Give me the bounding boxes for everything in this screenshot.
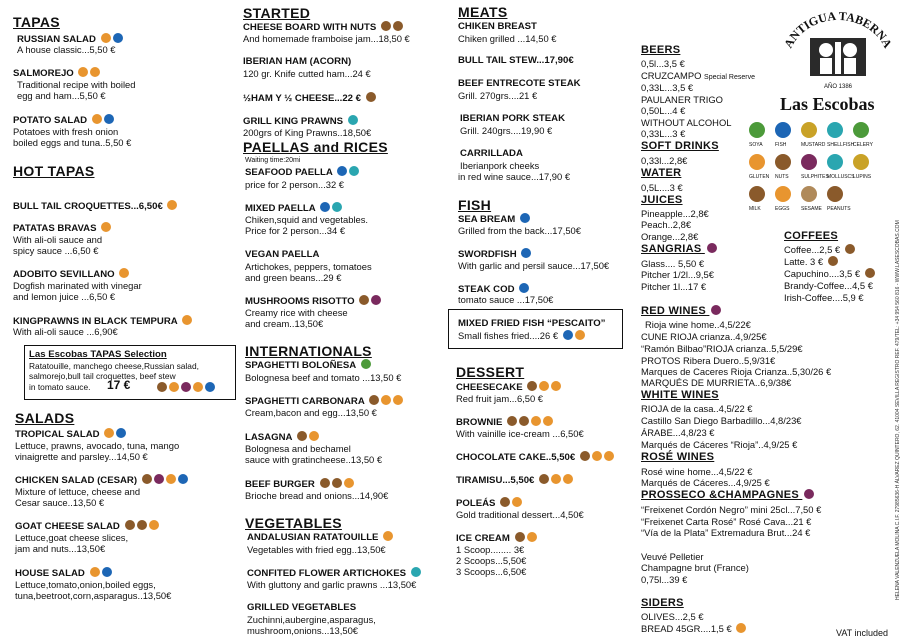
- milk-icon: [157, 382, 167, 392]
- menu-item-name: SALMOREJO: [13, 67, 100, 79]
- sangrias-heading: SANGRIAS: [641, 243, 717, 255]
- menu-item-desc: With ali-oli sauce ...6,90€: [13, 326, 118, 337]
- menu-item-name: CHICKEN SALAD (CESAR): [15, 474, 188, 486]
- menu-item-name: CHEESECAKE: [456, 381, 561, 393]
- menu-item-name: BEEF BURGER: [245, 478, 354, 490]
- egg-icon: [527, 532, 537, 542]
- nuts-icon: [775, 154, 791, 170]
- siders-heading: SIDERS: [641, 597, 684, 609]
- egg-icon: [101, 222, 111, 232]
- menu-item-desc: 3 Scoops...6,50€: [456, 566, 527, 577]
- fish-icon: [116, 428, 126, 438]
- menu-item-desc: 120 gr. Knife cutted ham...24 €: [243, 68, 371, 79]
- drink-line: 0,5L....3 €: [641, 182, 683, 193]
- allergen-eggs: EGGS: [775, 186, 791, 212]
- gluten-icon: [575, 330, 585, 340]
- sulphites-icon: [711, 305, 721, 315]
- menu-item-name: CHEESE BOARD WITH NUTS: [243, 21, 403, 33]
- drink-line: 0,33L...3,5 €: [641, 82, 694, 93]
- fish-icon: [102, 567, 112, 577]
- vegetables-heading: VEGETABLES: [245, 515, 342, 531]
- menu-item-desc: vinaigrette and parsley...14,50 €: [15, 451, 148, 462]
- menu-item-name: PATATAS BRAVAS: [13, 222, 111, 234]
- drink-line: CUNE RIOJA crianza..4,9/25€: [641, 331, 767, 342]
- menu-item-name: LASAGNA: [245, 431, 319, 443]
- drink-line: 0,5l...3,5 €: [641, 58, 685, 69]
- milk-icon: [828, 256, 838, 266]
- menu-item-name: ICE CREAM: [456, 532, 537, 544]
- coffees-heading: COFFEES: [784, 230, 839, 242]
- menu-item-desc: tomato sauce ...17,50€: [458, 294, 554, 305]
- menu-item-name: CHOCOLATE CAKE..5,50€: [456, 451, 614, 463]
- menu-item-name: TIRAMISU...5,50€: [456, 474, 573, 486]
- fish-icon: [205, 382, 215, 392]
- menu-item-name: STEAK COD: [458, 283, 529, 295]
- gluten-icon: [169, 382, 179, 392]
- menu-item-name: ½HAM Y ½ CHEESE...22 €: [243, 92, 376, 104]
- milk-icon: [515, 532, 525, 542]
- milk-icon: [749, 186, 765, 202]
- allergen-fish: FISH: [775, 122, 791, 148]
- gluten-icon: [543, 416, 553, 426]
- gluten-icon: [149, 520, 159, 530]
- fried-fish-box: [448, 309, 623, 349]
- vat-note: VAT included: [836, 628, 889, 638]
- tapas-heading: TAPAS: [13, 14, 60, 30]
- menu-item-name: SPAGHETTI BOLOÑESA: [245, 359, 371, 371]
- selection-line: Ratatouille, manchego cheese,Russian salad,: [29, 361, 199, 371]
- menu-item-desc: With gluttony and garlic prawns ...13,50€: [247, 579, 417, 590]
- allergen-peanuts: PEANUTS: [827, 186, 851, 212]
- sulphites-icon: [801, 154, 817, 170]
- egg-icon: [775, 186, 791, 202]
- drink-line: Irish-Coffee....5,9 €: [784, 292, 864, 303]
- drink-line: ÁRABE...4,8/23 €: [641, 427, 715, 438]
- allergen-soya: SOYA: [749, 122, 765, 148]
- menu-item-desc: Grill. 240grs....19,90 €: [460, 125, 553, 136]
- menu-item-desc: Grill. 270grs....21 €: [458, 90, 538, 101]
- allergen-milk: MILK: [749, 186, 765, 212]
- allergen-shellfish: SHELLFISH: [827, 122, 854, 148]
- menu-item-name: ADOBITO SEVILLANO: [13, 268, 129, 280]
- menu-item-desc: Gold traditional dessert...4,50€: [456, 509, 584, 520]
- gluten-icon: [749, 154, 765, 170]
- menu-item-desc: Cream,bacon and egg...13,50 €: [245, 407, 377, 418]
- menu-item-desc: mushroom,onions...13,50€: [247, 625, 359, 636]
- menu-item-desc: tuna,beetroot,corn,asparagus..13,50€: [15, 590, 172, 601]
- gluten-icon: [119, 268, 129, 278]
- menu-item-name: CARRILLADA: [460, 148, 523, 159]
- dessert-heading: DESSERT: [456, 364, 525, 380]
- menu-item-name: MUSHROOMS RISOTTO: [245, 295, 381, 307]
- drink-line: WITHOUT ALCOHOL: [641, 117, 732, 128]
- egg-icon: [101, 33, 111, 43]
- sesame-icon: [801, 186, 817, 202]
- egg-icon: [531, 416, 541, 426]
- menu-item-desc: Chiken grilled ...14,50 €: [458, 33, 557, 44]
- allergen-molluscs: MOLLUSCS: [827, 154, 855, 180]
- allergen-sesame: SESAME: [801, 186, 822, 212]
- celery-icon: [361, 359, 371, 369]
- drink-line: BREAD 45GR....1,5 €: [641, 623, 746, 634]
- gluten-icon: [182, 315, 192, 325]
- egg-icon: [104, 428, 114, 438]
- celery-icon: [853, 122, 869, 138]
- allergen-lupins: LUPINS: [853, 154, 871, 180]
- red-wines-heading: RED WINES: [641, 305, 721, 317]
- menu-item-desc: boiled eggs and tuna..5,50 €: [13, 137, 132, 148]
- menu-item-desc: Price for 2 person...34 €: [245, 225, 346, 236]
- menu-item-name: IBERIAN HAM (ACORN): [243, 56, 352, 67]
- menu-item-desc: Zuchinni,aubergine,asparagus,: [247, 614, 376, 625]
- menu-item-desc: Chiken,squid and vegetables.: [245, 214, 369, 225]
- fish-heading: FISH: [458, 197, 492, 213]
- meats-heading: MEATS: [458, 4, 508, 20]
- nuts-icon: [137, 520, 147, 530]
- menu-item-name: CONFITED FLOWER ARTICHOKES: [247, 567, 421, 579]
- menu-item-name: SPAGHETTI CARBONARA: [245, 395, 403, 407]
- shellfish-icon: [411, 567, 421, 577]
- menu-item-desc: Grilled from the back...17,50€: [458, 225, 581, 236]
- drink-line: 0,33l...2,8€: [641, 155, 688, 166]
- sulphites-icon: [804, 489, 814, 499]
- menu-item-desc: Lettuce,goat cheese slices,: [15, 532, 129, 543]
- menu-item-name: SWORDFISH: [458, 248, 531, 260]
- drink-line: Orange...2,8€: [641, 231, 699, 242]
- mustard-icon: [801, 122, 817, 138]
- soya-icon: [749, 122, 765, 138]
- fish-icon: [563, 330, 573, 340]
- drink-line: Rioja wine home..4,5/22€: [645, 319, 751, 330]
- logo-name: Las Escobas: [780, 94, 875, 114]
- egg-icon: [90, 67, 100, 77]
- allergen-mustard: MUSTARD: [801, 122, 825, 148]
- selection-line: in tomato sauce.: [29, 382, 91, 392]
- drink-line: “Freixenet Cordón Negro” mini 25cl...7,50 €: [641, 504, 822, 515]
- gluten-icon: [78, 67, 88, 77]
- menu-item-name: BULL TAIL STEW...17,90€: [458, 55, 574, 66]
- drink-line: MARQUÉS DE MURRIETA..6,9/38€: [641, 377, 792, 388]
- egg-icon: [193, 382, 203, 392]
- menu-item-desc: 200grs of King Prawns..18,50€: [243, 127, 372, 138]
- selection-line: salmorejo,bull tail croquettes, beef stew: [29, 371, 176, 381]
- fish-icon: [104, 114, 114, 124]
- menu-item-name: MIXED PAELLA: [245, 202, 342, 214]
- menu-item-desc: and cream..13,50€: [245, 318, 324, 329]
- fish-icon: [337, 166, 347, 176]
- menu-item-name: POTATO SALAD: [13, 114, 114, 126]
- gluten-icon: [167, 200, 177, 210]
- restaurant-logo: [778, 6, 898, 118]
- drink-line: “Ramón Bilbao”RIOJA crianza..5,5/29€: [641, 343, 803, 354]
- menu-item-desc: A house classic...5,50 €: [17, 44, 116, 55]
- milk-icon: [527, 381, 537, 391]
- sulphites-icon: [371, 295, 381, 305]
- shellfish-icon: [827, 122, 843, 138]
- menu-item-name: BEEF ENTRECOTE STEAK: [458, 78, 581, 89]
- menu-item-name: GRILL KING PRAWNS: [243, 115, 358, 127]
- gluten-icon: [551, 381, 561, 391]
- menu-item-name: CHIKEN BREAST: [458, 21, 537, 32]
- menu-item-desc: jam and nuts...13,50€: [15, 543, 106, 554]
- menu-item-desc: and lemon juice ...6,50 €: [13, 291, 116, 302]
- milk-icon: [359, 295, 369, 305]
- fish-icon: [519, 283, 529, 293]
- started-heading: STARTED: [243, 5, 311, 21]
- logo-top-text: ANTIGUA TABERNA: [781, 8, 895, 51]
- salads-heading: SALADS: [15, 410, 75, 426]
- menu-item-name: GRILLED VEGETABLES: [247, 602, 357, 613]
- menu-item-name: BULL TAIL CROQUETTES...6,50€: [13, 200, 177, 212]
- egg-icon: [539, 381, 549, 391]
- allergen-sulphites: SULPHITES: [801, 154, 829, 180]
- gluten-icon: [736, 623, 746, 633]
- drink-line: Brandy-Coffee...4,5 €: [784, 280, 873, 291]
- menu-item-name: VEGAN PAELLA: [245, 249, 320, 260]
- menu-item-name: ANDALUSIAN RATATOUILLE: [247, 531, 393, 543]
- shellfish-icon: [349, 166, 359, 176]
- menu-item-desc: sauce with gratincheese..13,50 €: [245, 454, 383, 465]
- egg-icon: [551, 474, 561, 484]
- egg-icon: [383, 531, 393, 541]
- menu-item-desc: Artichokes, peppers, tomatoes: [245, 261, 372, 272]
- menu-item-desc: With garlic and persil sauce...17,50€: [458, 260, 610, 271]
- peanuts-icon: [827, 186, 843, 202]
- menu-item-desc: With vainille ice-cream ...6,50€: [456, 428, 584, 439]
- drink-line: Veuvé Pelletier: [641, 551, 704, 562]
- menu-item-desc: price for 2 person...32 €: [245, 179, 345, 190]
- menu-item-desc: in red wine sauce...17,90 €: [458, 171, 571, 182]
- menu-item-desc: Potatoes with fresh onion: [13, 126, 119, 137]
- drink-line: 0,50L...4 €: [641, 105, 686, 116]
- fish-icon: [521, 248, 531, 258]
- menu-item-desc: spicy sauce ...6,50 €: [13, 245, 99, 256]
- sulphites-icon: [181, 382, 191, 392]
- paellas-heading: PAELLAS and RICES: [243, 139, 388, 155]
- gluten-icon: [309, 431, 319, 441]
- allergen-nuts: NUTS: [775, 154, 791, 180]
- fish-icon: [775, 122, 791, 138]
- lupins-icon: [853, 154, 869, 170]
- internationals-heading: INTERNATIONALS: [245, 343, 372, 359]
- selection-price: 17 €: [107, 378, 131, 392]
- drink-line: RIOJA de la casa..4,5/22 €: [641, 403, 753, 414]
- nuts-icon: [393, 21, 403, 31]
- shellfish-icon: [332, 202, 342, 212]
- prosseco-heading: PROSSECO &CHAMPAGNES: [641, 489, 814, 501]
- egg-icon: [90, 567, 100, 577]
- fish-icon: [178, 474, 188, 484]
- gluten-icon: [563, 474, 573, 484]
- selection-allergen-icons: [155, 382, 215, 393]
- fish-icon: [320, 202, 330, 212]
- allergen-gluten: GLUTEN: [749, 154, 769, 180]
- sulphites-icon: [707, 243, 717, 253]
- water-heading: WATER: [641, 167, 682, 179]
- drink-line: OLIVES...2,5 €: [641, 611, 704, 622]
- milk-icon: [865, 268, 875, 278]
- menu-item-name: BROWNIE: [456, 416, 553, 428]
- drink-line: CRUZCAMPO Special Reserve: [641, 70, 755, 81]
- gluten-icon: [344, 478, 354, 488]
- menu-item-desc: Red fruit jam...6,50 €: [456, 393, 544, 404]
- menu-item-name: SEA BREAM: [458, 213, 530, 225]
- white-wines-heading: WHITE WINES: [641, 389, 719, 401]
- milk-icon: [366, 92, 376, 102]
- menu-item-desc: Cesar sauce..13,50 €: [15, 497, 105, 508]
- nuts-icon: [500, 497, 510, 507]
- menu-item-name: RUSSIAN SALAD: [17, 33, 123, 45]
- drink-line: Coffee...2,5 €: [784, 244, 855, 255]
- gluten-icon: [393, 395, 403, 405]
- menu-item-desc: 2 Scoops...5,50€: [456, 555, 527, 566]
- milk-icon: [845, 244, 855, 254]
- menu-item-desc: Lettuce, prawns, avocado, tuna, mango: [15, 440, 180, 451]
- menu-item-name: KINGPRAWNS IN BLACK TEMPURA: [13, 315, 192, 327]
- milk-icon: [580, 451, 590, 461]
- menu-item-desc: Iberianpork cheeks: [460, 160, 540, 171]
- menu-item-desc: Bolognesa and bechamel: [245, 443, 351, 454]
- menu-item-desc: Mixture of lettuce, cheese and: [15, 486, 141, 497]
- address-side-text: HELENA VALENZUELA MOLINA C.I.F. 27985636-H ÁLVAREZ QUINTERO, 62. 41004 SEVILLA REGISTRO REF. 479/TEL: +34 954 560 816 - WWW.LASESCOBAS.COM: [895, 220, 901, 600]
- menu-item-name: SEAFOOD PAELLA: [245, 166, 359, 178]
- shellfish-icon: [348, 115, 358, 125]
- menu-item-name: POLEÁS: [456, 497, 522, 509]
- menu-item-desc: Traditional recipe with boiled: [17, 79, 136, 90]
- drink-line: Pitcher 1/2l...9,5€: [641, 269, 714, 280]
- menu-item-desc: egg and ham...5,50 €: [17, 90, 106, 101]
- drink-line: Rosé wine home...4,5/22 €: [641, 466, 753, 477]
- selection-title: Las Escobas TAPAS Selection: [29, 349, 167, 360]
- egg-icon: [592, 451, 602, 461]
- sulphites-icon: [154, 474, 164, 484]
- molluscs-icon: [827, 154, 843, 170]
- menu-item-desc: Small fishes fried....26 €: [458, 330, 585, 341]
- waiting-note: Waiting time:20mi: [245, 157, 301, 164]
- milk-icon: [381, 21, 391, 31]
- allergen-legend: [749, 122, 879, 222]
- menu-item-desc: Bolognesa beef and tomato ...13,50 €: [245, 372, 402, 383]
- menu-item-desc: And homemade framboise jam...18,50 €: [243, 33, 410, 44]
- menu-item-desc: 1 Scoop........ 3€: [456, 544, 525, 555]
- beers-heading: BEERS: [641, 44, 681, 56]
- allergen-celery: CELERY: [853, 122, 873, 148]
- milk-icon: [369, 395, 379, 405]
- drink-line: Marques de Caceres Rioja Crianza..5,30/26 €: [641, 366, 832, 377]
- menu-item-name: HOUSE SALAD: [15, 567, 112, 579]
- menu-item-desc: Lettuce,tomato,onion,boiled eggs,: [15, 579, 156, 590]
- drink-line: Pineapple...2,8€: [641, 208, 709, 219]
- menu-item-desc: With ali-oli sauce and: [13, 234, 103, 245]
- drink-line: Latte. 3 €: [784, 256, 838, 267]
- menu-item-desc: Brioche bread and onions...14,90€: [245, 490, 389, 501]
- drink-line: 0,75l...39 €: [641, 574, 688, 585]
- nuts-icon: [519, 416, 529, 426]
- fish-icon: [520, 213, 530, 223]
- milk-icon: [539, 474, 549, 484]
- drink-line: Marqués de Cáceres...4,9/25 €: [641, 477, 770, 488]
- egg-icon: [92, 114, 102, 124]
- hot-tapas-heading: HOT TAPAS: [13, 163, 95, 179]
- menu-item-name: GOAT CHEESE SALAD: [15, 520, 159, 532]
- menu-item-desc: Vegetables with fried egg..13,50€: [247, 544, 386, 555]
- gluten-icon: [604, 451, 614, 461]
- egg-icon: [166, 474, 176, 484]
- milk-icon: [142, 474, 152, 484]
- milk-icon: [320, 478, 330, 488]
- egg-icon: [381, 395, 391, 405]
- mustard-icon: [332, 478, 342, 488]
- menu-item-name: IBERIAN PORK STEAK: [460, 113, 566, 124]
- menu-item-name: MIXED FRIED FISH “PESCAITO”: [458, 318, 606, 329]
- milk-icon: [125, 520, 135, 530]
- drink-line: “Vía de la Plata” Extremadura Brut...24 €: [641, 527, 811, 538]
- drink-line: 0,33L...3 €: [641, 128, 686, 139]
- milk-icon: [297, 431, 307, 441]
- drink-line: “Freixenet Carta Rosé” Rosé Cava...21 €: [641, 516, 812, 527]
- drink-line: Pitcher 1l...17 €: [641, 281, 707, 292]
- gluten-icon: [512, 497, 522, 507]
- logo-year: AÑO 1386: [824, 84, 853, 90]
- drink-line: PROTOS Ribera Duero..5,9/31€: [641, 355, 776, 366]
- fish-icon: [113, 33, 123, 43]
- tapas-selection-box: [24, 345, 236, 400]
- drink-line: Marqués de Cáceres “Rioja”..4,9/25 €: [641, 439, 798, 450]
- rose-wines-heading: ROSÉ WINES: [641, 451, 715, 463]
- juices-heading: JUICES: [641, 194, 683, 206]
- soft-drinks-heading: SOFT DRINKS: [641, 140, 719, 152]
- drink-line: Champagne brut (France): [641, 562, 749, 573]
- drink-line: Capuchino....3,5 €: [784, 268, 875, 279]
- drink-line: Glass.... 5,50 €: [641, 258, 705, 269]
- drink-line: Peach..2,8€: [641, 219, 692, 230]
- menu-item-desc: Creamy rice with cheese: [245, 307, 348, 318]
- drink-line: Castillo San Diego Barbadillo...4,8/23€: [641, 415, 802, 426]
- milk-icon: [507, 416, 517, 426]
- menu-item-desc: Dogfish marinated with vinegar: [13, 280, 142, 291]
- menu-item-name: TROPICAL SALAD: [15, 428, 126, 440]
- menu-item-desc: and green beans...29 €: [245, 272, 342, 283]
- drink-line: PAULANER TRIGO: [641, 94, 723, 105]
